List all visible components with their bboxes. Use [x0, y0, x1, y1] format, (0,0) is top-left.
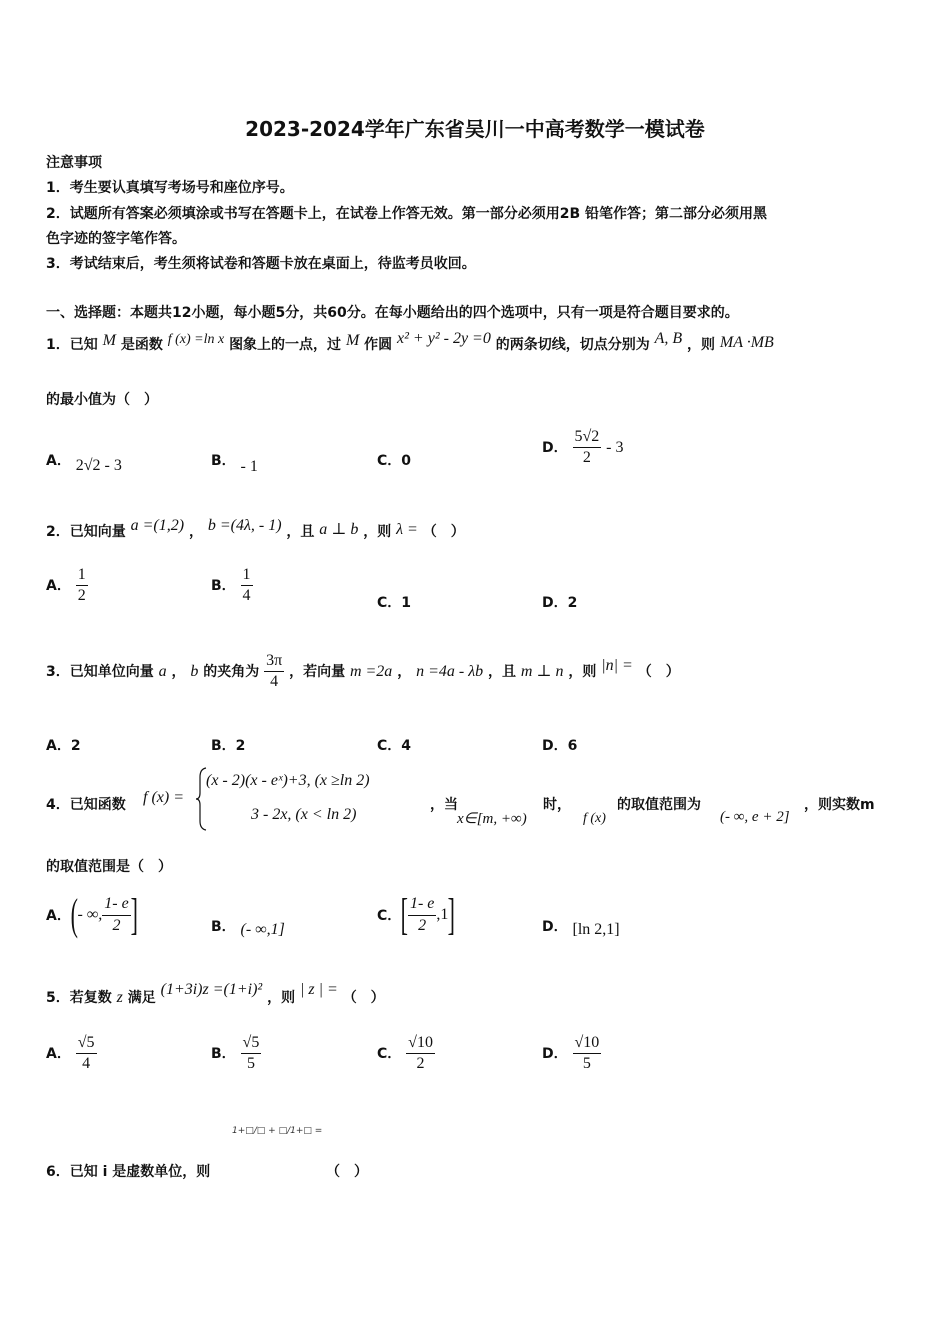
q3-text: ，且: [488, 663, 516, 680]
q5-option-b[interactable]: [211, 1034, 261, 1074]
q1-stem: [46, 330, 774, 354]
q5-option-a[interactable]: [46, 1034, 97, 1074]
q4-case-1: (x - 2)(x - eˣ)+3, (x ≥ln 2): [206, 772, 370, 789]
q3-text: ，若向量: [289, 663, 346, 680]
q2-text: ，则: [363, 524, 392, 540]
q4-domain: x∈[m, +∞): [457, 811, 527, 827]
q4-option-d[interactable]: [542, 916, 620, 936]
option-value: - 3: [606, 438, 624, 456]
fraction-numerator: 5√2: [573, 428, 602, 448]
q3-text: ，则: [568, 663, 597, 680]
q1-tangent-points: A, B: [654, 330, 683, 347]
option-value: - 1: [240, 458, 258, 475]
q3-option-b[interactable]: B．2: [211, 738, 246, 754]
q2-option-c[interactable]: C．1: [377, 595, 412, 611]
option-fraction: [408, 895, 436, 935]
bracket-left: (: [70, 890, 78, 939]
option-value: (- ∞,1]: [240, 921, 285, 938]
option-value: 2√2 - 3: [75, 457, 122, 474]
fraction-denominator: 2: [77, 587, 86, 605]
fraction-numerator: √5: [76, 1034, 97, 1054]
q4-label: 4．已知函数: [46, 797, 126, 813]
option-fraction: [241, 566, 253, 606]
page-title: 2023-2024学年广东省吴川一中高考数学一模试卷: [245, 117, 705, 141]
q2-text: 2．已知向量: [46, 524, 126, 540]
q2-text: （ ）: [422, 524, 465, 540]
option-value: ,1: [436, 906, 449, 923]
q5-modulus: | z | =: [299, 981, 338, 998]
q1-text: 作圆: [364, 337, 393, 353]
fraction-denominator: 2: [112, 916, 121, 934]
q1-text: 是函数: [120, 337, 163, 353]
fraction-denominator: 4: [242, 587, 251, 605]
q3-stem: [46, 652, 680, 692]
q1-point-m: M: [102, 332, 116, 349]
q4-option-c[interactable]: [377, 890, 456, 939]
notice-item-2: 2．试题所有答案必须填涂或书写在答题卡上，在试卷上作答无效。第一部分必须用2B 铅笔作答；第二部分必须用黑: [46, 206, 768, 222]
option-label: D．: [542, 919, 568, 935]
option-label: A．: [46, 453, 71, 469]
q2-option-b[interactable]: [211, 566, 253, 606]
q2-vector-a: a =(1,2): [130, 517, 185, 534]
q4-option-a[interactable]: [46, 890, 138, 939]
q1-circle-equation: x² + y² - 2y =0: [397, 330, 491, 347]
fraction-numerator: 1: [241, 566, 253, 586]
q2-vector-b: b =(4λ, - 1): [207, 517, 282, 534]
bracket-left: [: [400, 890, 409, 939]
q3-text: （ ）: [637, 663, 680, 680]
q4-case-2: 3 - 2x, (x < ln 2): [251, 806, 357, 823]
q1-function: f (x) =ln x: [167, 332, 225, 347]
q3-vector-m: m =2a: [349, 662, 393, 680]
q5-variable-z: z: [116, 989, 123, 1006]
q2-perpendicular: a ⊥ b: [319, 521, 359, 538]
q2-option-a[interactable]: [46, 566, 88, 606]
q4-range: (- ∞, e + 2]: [720, 809, 790, 825]
option-label: A．: [46, 577, 71, 594]
q3-option-a[interactable]: A．2: [46, 738, 81, 754]
q1-point-m: M: [345, 332, 360, 349]
fraction-numerator: √5: [241, 1034, 262, 1054]
option-label: B．: [211, 919, 236, 935]
fraction-denominator: 5: [582, 1055, 591, 1073]
fraction-numerator: 1- e: [408, 895, 436, 915]
fraction-numerator: 1: [76, 566, 88, 586]
q4-fx: f (x): [583, 811, 606, 826]
q3-norm: |n| =: [601, 656, 633, 674]
q1-option-b[interactable]: [211, 450, 258, 475]
q4-text-time: 时，: [543, 797, 571, 813]
option-fraction: [241, 1034, 262, 1074]
q1-text: ，则: [687, 337, 716, 353]
q2-text: ，且: [286, 524, 315, 540]
option-label: B．: [211, 1045, 236, 1062]
option-fraction: [76, 1034, 97, 1074]
option-value: - ∞,: [77, 906, 103, 923]
q3-perpendicular: m ⊥ n: [520, 662, 564, 680]
option-label: B．: [211, 577, 236, 594]
q6-expression: 1+□/□ + □/1+□ =: [232, 1126, 323, 1136]
q5-stem: [46, 981, 385, 1007]
q3-text: 3．已知单位向量: [46, 663, 154, 680]
q1-text: 1．已知: [46, 337, 98, 353]
q4-function: f (x) =: [143, 789, 184, 806]
option-fraction: [573, 428, 602, 468]
fraction-numerator: √10: [573, 1034, 602, 1054]
q2-lambda: λ =: [396, 521, 418, 538]
q3-angle: [264, 652, 284, 692]
q5-text: ，则: [267, 990, 296, 1006]
q1-option-c[interactable]: C．0: [377, 453, 412, 469]
option-label: D．: [542, 1045, 568, 1062]
q4-text-when: ，当: [430, 797, 458, 813]
q2-text: ，: [188, 524, 203, 540]
fraction-denominator: 5: [246, 1055, 255, 1073]
q5-option-c[interactable]: [377, 1034, 435, 1074]
notice-heading: 注意事项: [46, 155, 102, 171]
q5-text: （ ）: [342, 990, 385, 1006]
option-label: C．: [377, 908, 402, 924]
option-label: D．: [542, 439, 568, 456]
section-heading: 一、选择题：本题共12小题，每小题5分，共60分。在每小题给出的四个选项中，只有一项是符合题目要求的。: [46, 305, 739, 321]
fraction-denominator: 2: [418, 916, 427, 934]
option-fraction: [406, 1034, 435, 1074]
q3-vector-n: n =4a - λb: [416, 662, 484, 680]
q5-text: 满足: [127, 990, 156, 1006]
notice-item-1: 1．考生要认真填写考场号和座位序号。: [46, 180, 294, 196]
q3-option-d[interactable]: D．6: [542, 738, 578, 754]
fraction-numerator: 3π: [264, 652, 284, 672]
fraction-denominator: 2: [582, 449, 591, 467]
q5-equation: (1+3i)z =(1+i)²: [160, 981, 263, 998]
q4-text-real: ，则实数m: [804, 797, 875, 813]
option-label: A．: [46, 1045, 71, 1062]
option-label: A．: [46, 908, 71, 924]
notice-item-3: 3．考试结束后，考生须将试卷和答题卡放在桌面上，待监考员收回。: [46, 256, 476, 272]
option-fraction: [102, 895, 130, 935]
q4-text-range: 的取值范围为: [617, 797, 701, 813]
option-value: [ln 2,1]: [572, 921, 620, 938]
q1-stem-cont: 的最小值为（ ）: [46, 392, 158, 408]
q1-option-a[interactable]: [46, 450, 122, 474]
q2-stem: [46, 517, 465, 541]
q1-option-d[interactable]: [542, 428, 623, 468]
q3-vector-a: a: [158, 662, 167, 680]
q3-text: ，: [397, 663, 412, 680]
option-fraction: [573, 1034, 602, 1074]
notice-item-2-cont: 色字迹的签字笔作答。: [46, 231, 186, 247]
q4-stem-cont: 的取值范围是（ ）: [46, 859, 172, 875]
bracket-right: ]: [448, 890, 456, 939]
q4-option-b[interactable]: [211, 916, 285, 936]
q1-text: 图象上的一点，过: [229, 337, 342, 353]
fraction-numerator: 1- e: [102, 895, 130, 915]
q3-vector-b: b: [190, 662, 199, 680]
fraction-numerator: √10: [406, 1034, 435, 1054]
option-label: B．: [211, 453, 236, 469]
option-label: C．: [377, 1045, 402, 1062]
q1-dot-product: MA ·MB: [719, 334, 774, 351]
q6-paren: （ ）: [326, 1164, 368, 1180]
q6-stem: 6．已知 i 是虚数单位，则: [46, 1164, 211, 1180]
q3-text: ，: [171, 663, 186, 680]
q5-option-d[interactable]: [542, 1034, 601, 1074]
q1-text: 的两条切线，切点分别为: [495, 337, 650, 353]
fraction-denominator: 2: [416, 1055, 425, 1073]
q3-text: 的夹角为: [203, 663, 260, 680]
q3-option-c[interactable]: C．4: [377, 738, 412, 754]
q5-text: 5．若复数: [46, 990, 112, 1006]
bracket-right: ]: [130, 890, 138, 939]
q2-option-d[interactable]: D．2: [542, 595, 578, 611]
fraction-denominator: 4: [270, 673, 279, 691]
option-fraction: [76, 566, 88, 606]
fraction-denominator: 4: [82, 1055, 91, 1073]
